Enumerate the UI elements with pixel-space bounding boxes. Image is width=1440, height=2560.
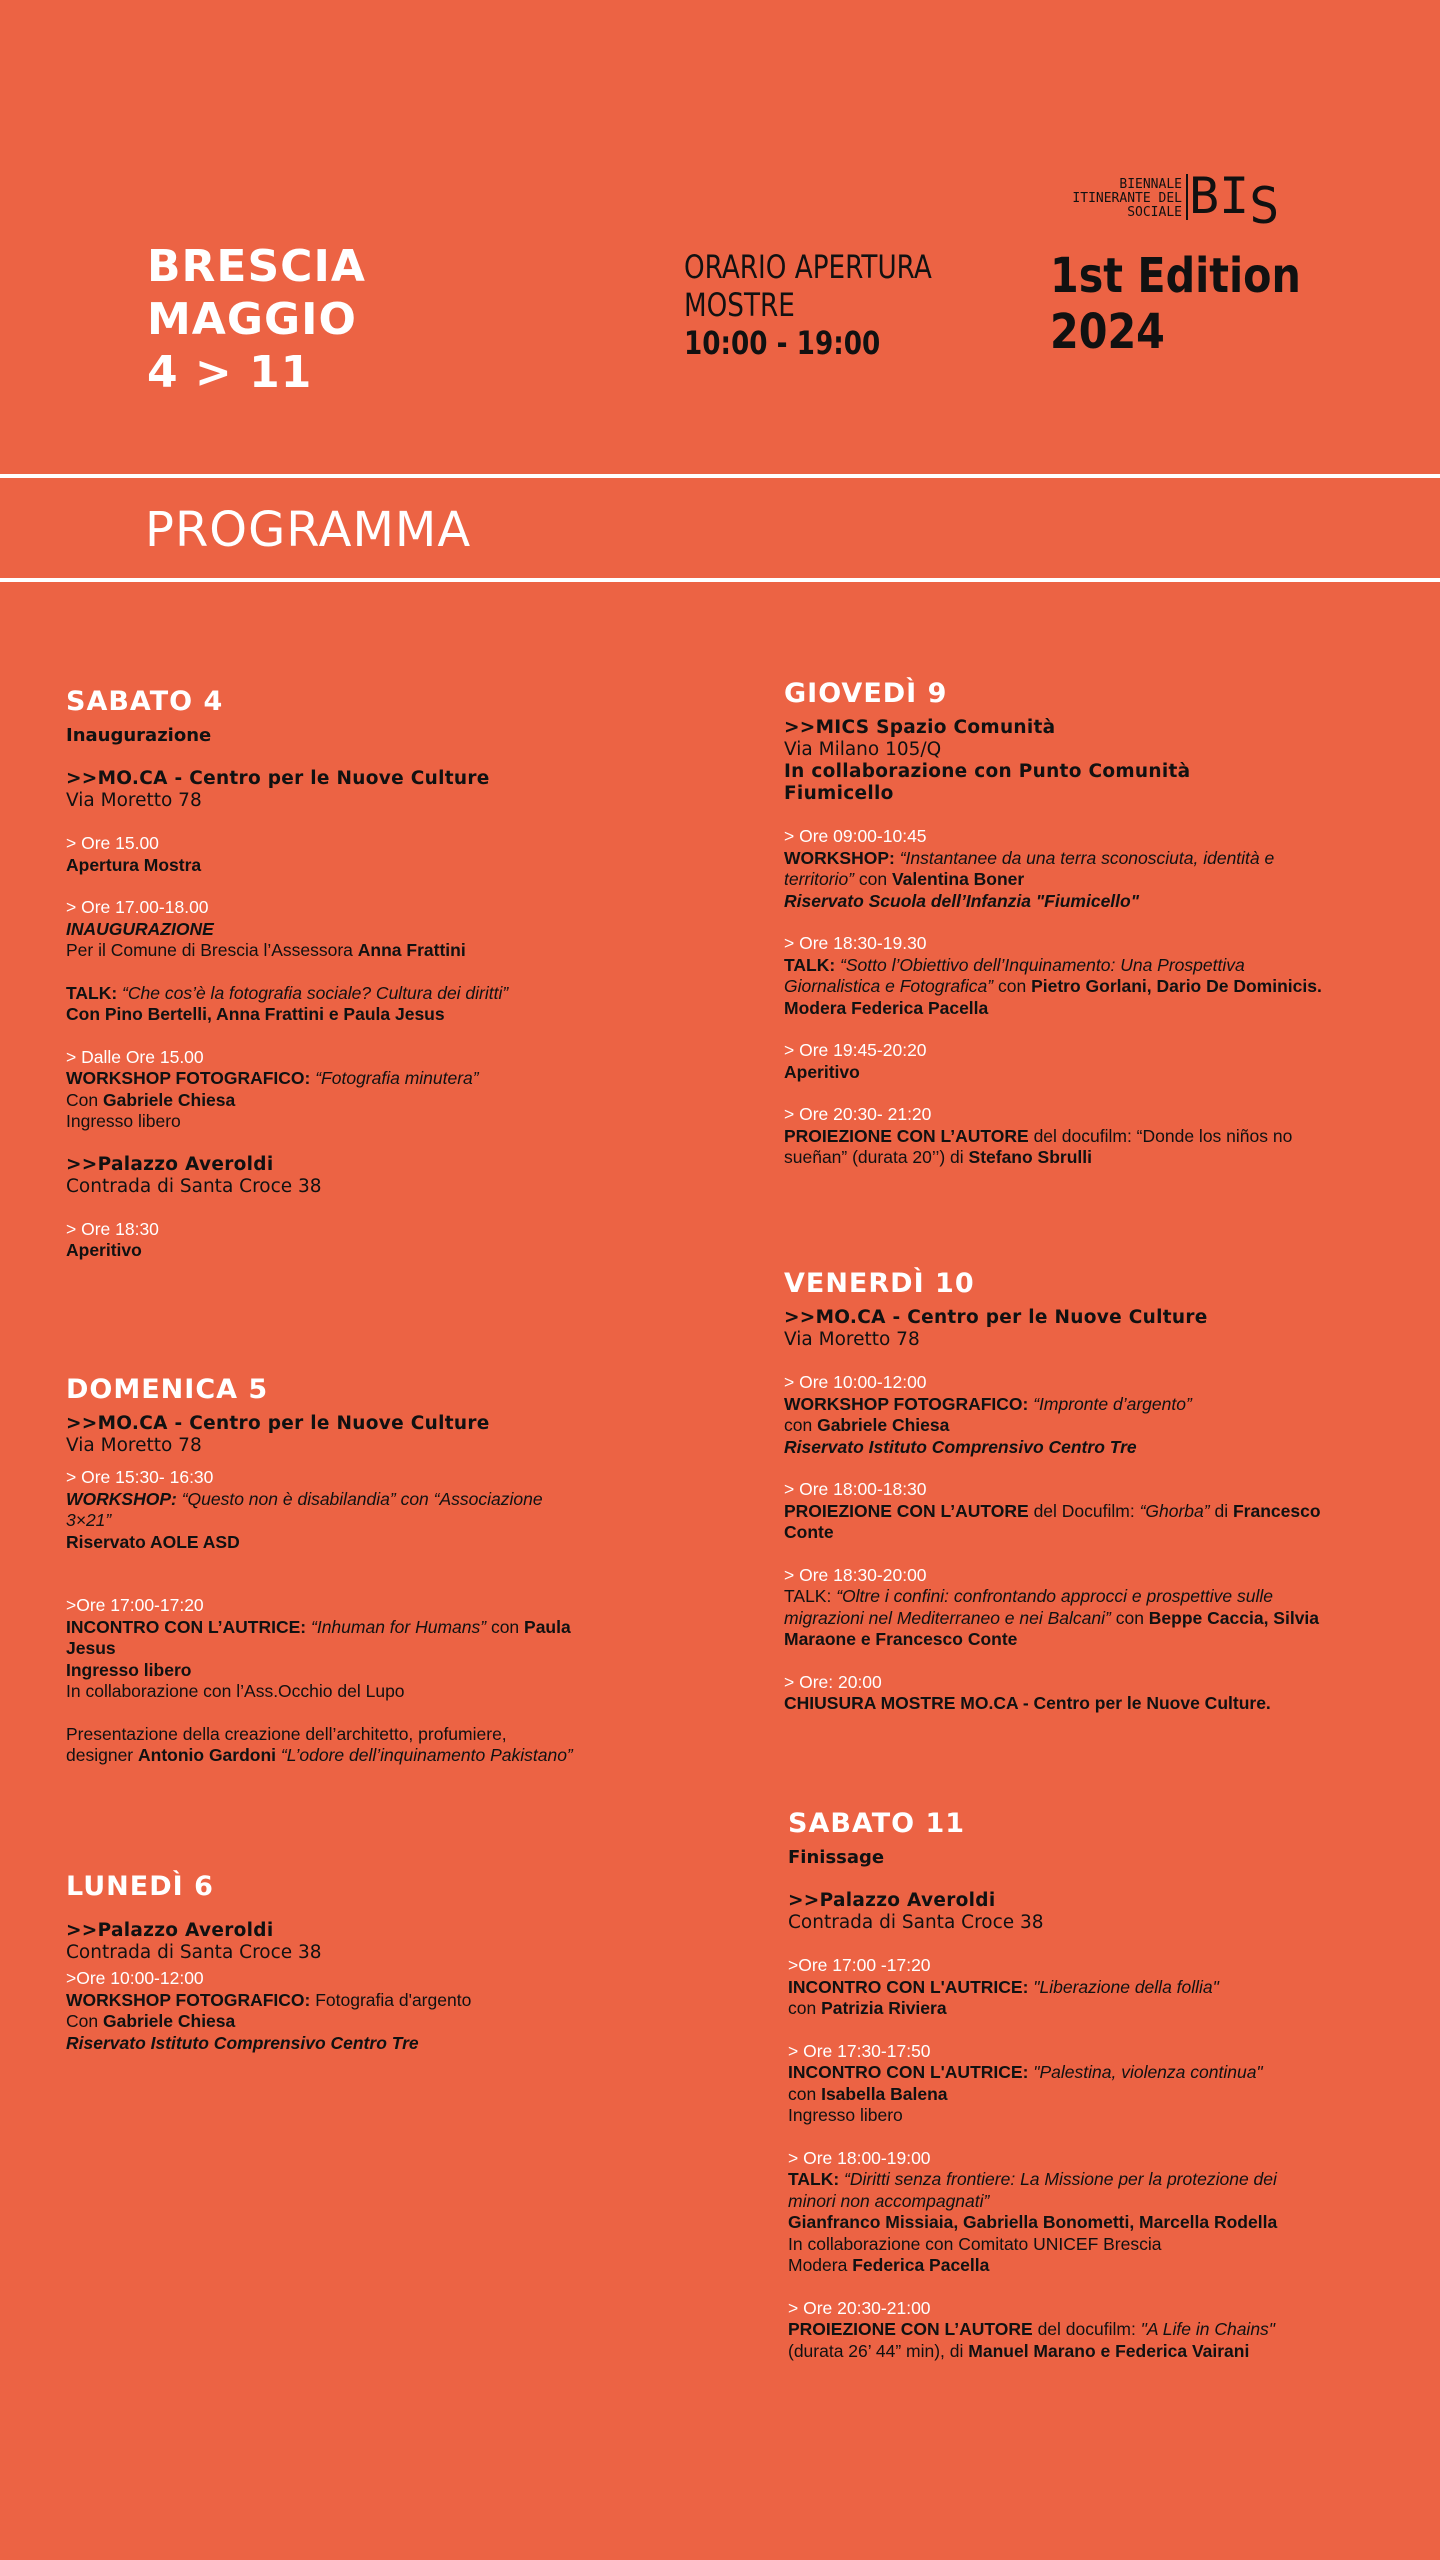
day-sabato-11: SABATO 11 Finissage >>Palazzo Averoldi Contrada di Santa Croce 38 >Ore 17:00 -17:20 INCONTRO CON L'AUTRICE: "Liberazione della follia" con Patrizia Riviera > Ore 17:30-17:50 INCONTRO CON L'AUTRICE: "Palestina, violenza continua" con Isabella Balena Ingresso libero > Ore 18:00-19:00 TALK: “Diritti senza frontiere: La Missione per la protezione dei minori non accompagnati” Gianfranco Missiaia, Gabriella Bonometti, Marcella Rodella In collaborazione con Comitato UNICEF Brescia Modera Federica Pacella > Ore 20:30-21:00 PROIEZIONE CON L’AUTORE del docufilm: "A Life in Chains" (durata 26’ 44” min), di Manuel Marano e Federica Vairani [788, 1807, 1408, 2362]
venue-address: Contrada di Santa Croce 38 [66, 1942, 322, 1963]
day-title: LUNEDÌ 6 [66, 1871, 214, 1902]
venue-address: Contrada di Santa Croce 38 [788, 1912, 1044, 1933]
day-giovedi-9: GIOVEDÌ 9 >>MICS Spazio Comunità Via Milano 105/Q In collaborazione con Punto Comunità Fiumicello > Ore 09:00-10:45 WORKSHOP: “Instantanee da una terra sconosciuta, identità e territorio” con Valentina Boner Riservato Scuola dell’Infanzia "Fiumicello" > Ore 18:30-19.30 TALK: “Sotto l’Obiettivo dell’Inquinamento: Una Prospettiva Giornalistica e Fotografica” con Pietro Gorlani, Dario De Dominicis. Modera Federica Pacella > Ore 19:45-20:20 Aperitivo > Ore 20:30- 21:20 PROIEZIONE CON L’AUTORE del docufilm: “Donde los niños no sueñan” (durata 20’’) di Stefano Sbrulli [784, 677, 1404, 1169]
logo-mark: BIS [1189, 167, 1280, 235]
venue-address: Via Milano 105/Q [784, 739, 942, 760]
venue: >>MO.CA - Centro per le Nuove Culture [784, 1307, 1208, 1328]
hours-value: 10:00 - 19:00 [684, 324, 881, 362]
opening-hours: ORARIO APERTURA MOSTRE 10:00 - 19:00 [684, 248, 932, 362]
venue-address: Contrada di Santa Croce 38 [66, 1175, 322, 1197]
venue: >>Palazzo Averoldi [66, 1153, 274, 1175]
venue-address: Via Moretto 78 [66, 790, 202, 811]
day-title: SABATO 11 [788, 1808, 966, 1839]
logo-divider [1186, 174, 1188, 220]
day-lunedi-6: LUNEDÌ 6 >>Palazzo Averoldi Contrada di Santa Croce 38 >Ore 10:00-12:00 WORKSHOP FOTOGRAFICO: Fotografia d'argento Con Gabriele Chiesa Riservato Istituto Comprensivo Centro Tre [66, 1870, 686, 2054]
date-range: 4 > 11 [147, 347, 313, 398]
venue-address: Via Moretto 78 [66, 1435, 202, 1456]
day-sabato-4: SABATO 4 Inaugurazione >>MO.CA - Centro per le Nuove Culture Via Moretto 78 > Ore 15.00 Apertura Mostra > Ore 17.00-18.00 INAUGURAZIONE Per il Comune di Brescia l’Assessora Anna Frattini TALK: “Che cos’è la fotografia sociale? Cultura dei diritti” Con Pino Bertelli, Anna Frattini e Paula Jesus > Dalle Ore 15.00 WORKSHOP FOTOGRAFICO: “Fotografia minutera” Con Gabriele Chiesa Ingresso libero >>Palazzo Averoldi Contrada di Santa Croce 38 > Ore 18:30 Aperitivo [66, 685, 686, 1262]
venue: >>MICS Spazio Comunità [784, 717, 1056, 738]
divider-top [0, 474, 1440, 478]
day-venerdi-10: VENERDÌ 10 >>MO.CA - Centro per le Nuove Culture Via Moretto 78 > Ore 10:00-12:00 WORKSHOP FOTOGRAFICO: “Impronte d’argento” con Gabriele Chiesa Riservato Istituto Comprensivo Centro Tre > Ore 18:00-18:30 PROIEZIONE CON L’AUTORE del Docufilm: “Ghorba” di Francesco Conte > Ore 18:30-20:00 TALK: “Oltre i confini: confrontando approcci e prospettive sulle migrazioni nel Mediterraneo e nei Balcani” con Beppe Caccia, Silvia Maraone e Francesco Conte > Ore: 20:00 CHIUSURA MOSTRE MO.CA - Centro per le Nuove Culture. [784, 1267, 1404, 1715]
day-title: GIOVEDÌ 9 [784, 678, 948, 709]
month: MAGGIO [147, 294, 357, 345]
venue: >>Palazzo Averoldi [788, 1890, 996, 1911]
logo-wordmark: BIENNALE ITINERANTE DEL SOCIALE [1072, 177, 1182, 220]
divider-bottom [0, 578, 1440, 582]
venue: >>MO.CA - Centro per le Nuove Culture [66, 768, 490, 789]
event-location-dates [147, 240, 366, 399]
day-domenica-5: DOMENICA 5 >>MO.CA - Centro per le Nuove Culture Via Moretto 78 > Ore 15:30- 16:30 WORKSHOP: “Questo non è disabilandia” con “Associazione 3×21” Riservato AOLE ASD >Ore 17:00-17:20 INCONTRO CON L’AUTRICE: “Inhuman for Humans” con Paula Jesus Ingresso libero In collaborazione con l’Ass.Occhio del Lupo Presentazione della creazione dell’architetto, profumiere, designer Antonio Gardoni “L’odore dell’inquinamento Pakistano” [66, 1373, 686, 1767]
venue: >>MO.CA - Centro per le Nuove Culture [66, 1413, 490, 1434]
day-title: DOMENICA 5 [66, 1374, 269, 1405]
section-title: PROGRAMMA [145, 502, 472, 558]
city: BRESCIA [147, 241, 366, 292]
day-title: VENERDÌ 10 [784, 1268, 975, 1299]
edition: 1st Edition 2024 [1050, 248, 1301, 360]
day-title: SABATO 4 [66, 686, 224, 717]
venue: >>Palazzo Averoldi [66, 1920, 274, 1941]
venue-address: Via Moretto 78 [784, 1329, 920, 1350]
